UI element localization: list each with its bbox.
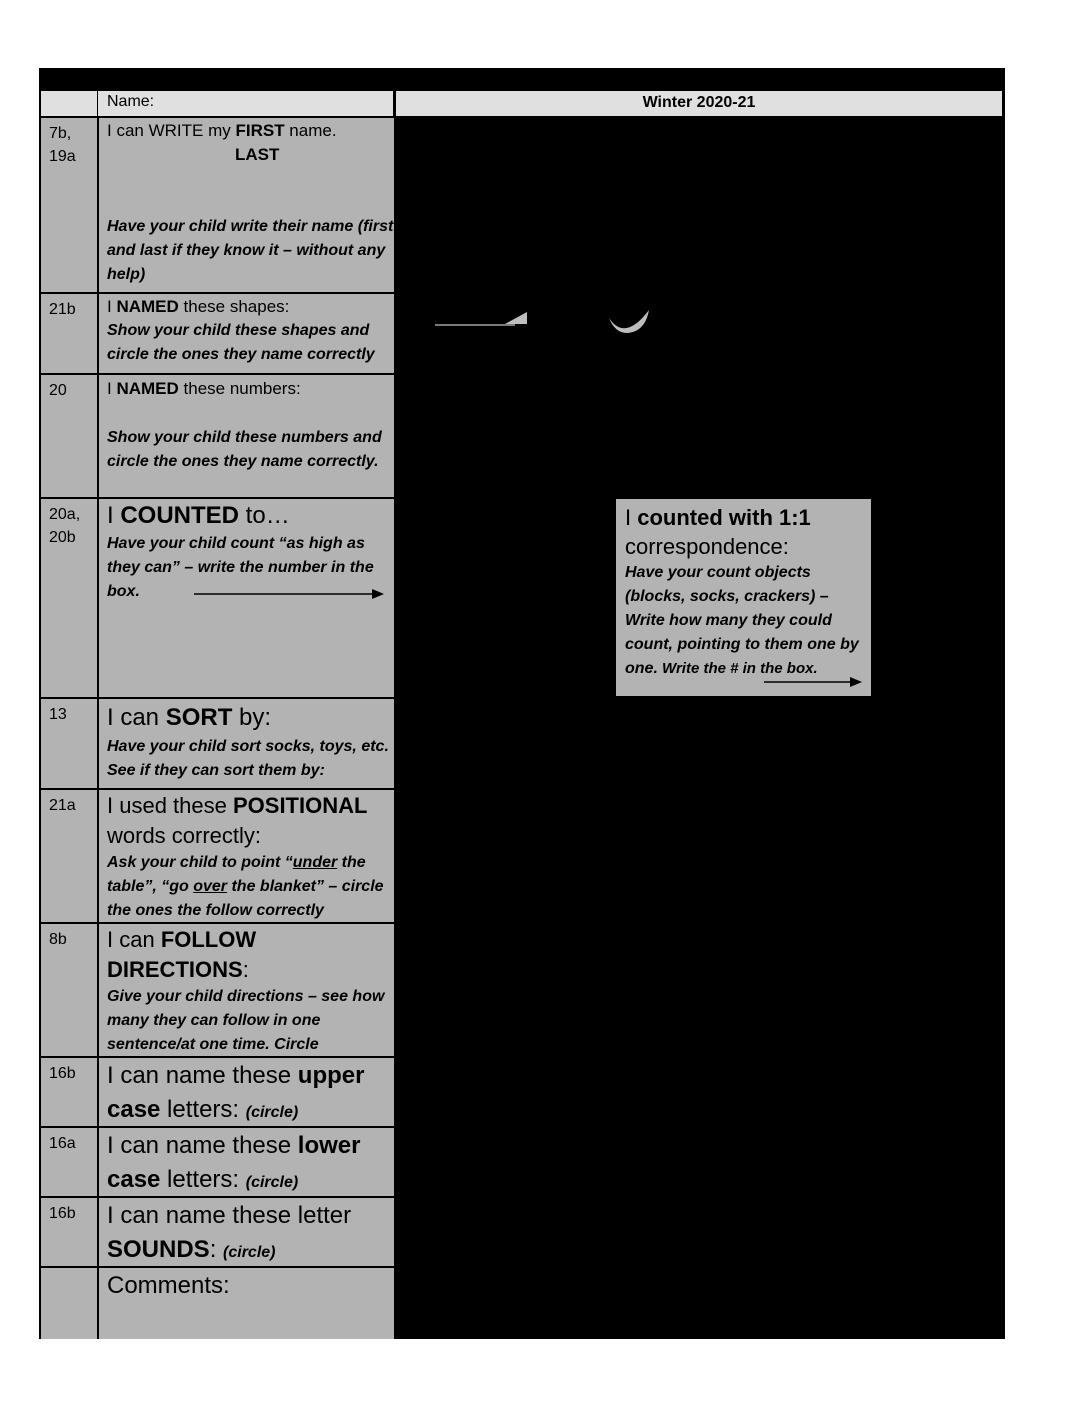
row-shapes xyxy=(39,294,395,375)
label-text: : xyxy=(209,1236,224,1263)
instruction xyxy=(107,851,394,923)
row-label xyxy=(99,294,394,373)
label-text: I xyxy=(107,502,121,529)
label-text: letters: xyxy=(160,1166,246,1193)
row-comments xyxy=(39,1268,395,1339)
label-bold: POSITIONAL xyxy=(232,793,368,818)
row-label xyxy=(99,375,394,497)
row-label xyxy=(99,924,394,1056)
row-write-name xyxy=(39,118,395,294)
name-label: Name: xyxy=(98,91,394,116)
label-text: name. xyxy=(284,121,337,140)
assessment-sheet xyxy=(39,68,1005,1339)
panel-bold: counted with 1:1 xyxy=(637,505,811,530)
panel-text: I xyxy=(625,505,638,530)
label-text: I can xyxy=(107,704,166,731)
standard-code: 21b xyxy=(41,294,97,373)
row-letter-sounds xyxy=(39,1198,395,1268)
crescent-icon xyxy=(605,300,655,340)
instruction: Have your child sort socks, toys, etc. See if they can sort them by: xyxy=(107,738,389,779)
panel-text: correspondence: xyxy=(625,534,789,559)
row-positional xyxy=(39,790,395,924)
label-text: I can name these letter xyxy=(107,1202,352,1229)
standard-code: 16b xyxy=(41,1198,97,1266)
label-bold: FOLLOW DIRECTIONS xyxy=(107,927,257,982)
season-label: Winter 2020-21 xyxy=(396,91,1003,116)
label-bold: FIRST xyxy=(235,121,285,140)
row-label xyxy=(99,1058,394,1126)
label-text: these numbers: xyxy=(178,379,301,398)
label-bold: NAMED xyxy=(116,379,179,398)
instruction: Show your child these shapes and circle the ones they name correctly xyxy=(107,322,375,363)
label-text: I used these xyxy=(107,793,233,818)
label-bold: SORT xyxy=(165,704,233,731)
label-bold: SOUNDS xyxy=(107,1236,210,1263)
row-label xyxy=(99,790,394,922)
header-code-cell xyxy=(41,91,98,116)
comments-label: Comments: xyxy=(107,1272,230,1299)
label-note: (circle) xyxy=(245,1174,299,1191)
label-bold: COUNTED xyxy=(120,502,240,529)
instruction: Give your child directions – see how many they can follow in one sentence/at one time. Circle xyxy=(107,988,385,1053)
right-arrow-icon xyxy=(194,587,386,601)
instruction-underline: under xyxy=(292,854,338,871)
standard-code: 20 xyxy=(41,375,97,497)
label-text: I can WRITE my xyxy=(107,121,236,140)
panel-instruction-tail: Write the # in the box. xyxy=(657,660,818,677)
row-counted xyxy=(39,499,395,699)
one-to-one-panel xyxy=(616,499,871,696)
instruction-text: Ask your child to point “ xyxy=(107,854,293,871)
label-note: (circle) xyxy=(223,1244,276,1261)
label-bold: lower case xyxy=(107,1132,361,1193)
standard-code: 7b, 19a xyxy=(41,118,97,292)
label-text: : xyxy=(242,957,249,982)
label-note: (circle) xyxy=(245,1104,299,1121)
label-text: letters: xyxy=(160,1096,246,1123)
label-text: by: xyxy=(232,704,272,731)
row-upper-case xyxy=(39,1058,395,1128)
label-text: these shapes: xyxy=(178,297,290,316)
row-lower-case xyxy=(39,1128,395,1198)
label-text: words correctly: xyxy=(107,823,262,848)
row-label xyxy=(99,699,394,788)
label-text: I can name these xyxy=(107,1062,298,1089)
standard-code: 8b xyxy=(41,924,97,1056)
row-directions xyxy=(39,924,395,1058)
standard-code: 16b xyxy=(41,1058,97,1126)
label-bold: upper case xyxy=(107,1062,365,1123)
row-sort xyxy=(39,699,395,790)
panel-instruction: Have your count objects (blocks, socks, crackers) – Write how many they could count, pointing to them one by one. xyxy=(625,564,859,677)
top-bar xyxy=(39,68,1005,91)
instruction: Show your child these numbers and circle the ones they name correctly. xyxy=(107,429,382,470)
triangle-icon xyxy=(503,310,529,326)
right-arrow-icon xyxy=(764,675,864,689)
label-text: I xyxy=(107,379,117,398)
instruction: Have your child write their name (first and last if they know it – without any help) xyxy=(107,218,394,283)
label-text: I can xyxy=(107,927,161,952)
instruction-underline: over xyxy=(193,878,228,895)
row-label xyxy=(99,118,394,292)
standard-code xyxy=(41,1268,97,1339)
row-label xyxy=(99,1128,394,1196)
label-text: I xyxy=(107,297,117,316)
label-bold: NAMED xyxy=(116,297,179,316)
standard-code: 16a xyxy=(41,1128,97,1196)
instruction-text: the table”, “go xyxy=(107,854,366,895)
row-label xyxy=(99,1268,394,1339)
instruction: Have your child count “as high as they can” – write the number in the box. xyxy=(107,535,374,600)
last-label: LAST xyxy=(235,145,280,164)
row-numbers xyxy=(39,375,395,499)
label-text: to… xyxy=(239,502,290,529)
row-label xyxy=(99,1198,394,1266)
standard-code: 13 xyxy=(41,699,97,788)
standard-code: 21a xyxy=(41,790,97,922)
instruction-text: the blanket” – circle the ones the follow correctly xyxy=(107,878,384,919)
standard-code: 20a, 20b xyxy=(41,499,97,697)
label-text: I can name these xyxy=(107,1132,298,1159)
